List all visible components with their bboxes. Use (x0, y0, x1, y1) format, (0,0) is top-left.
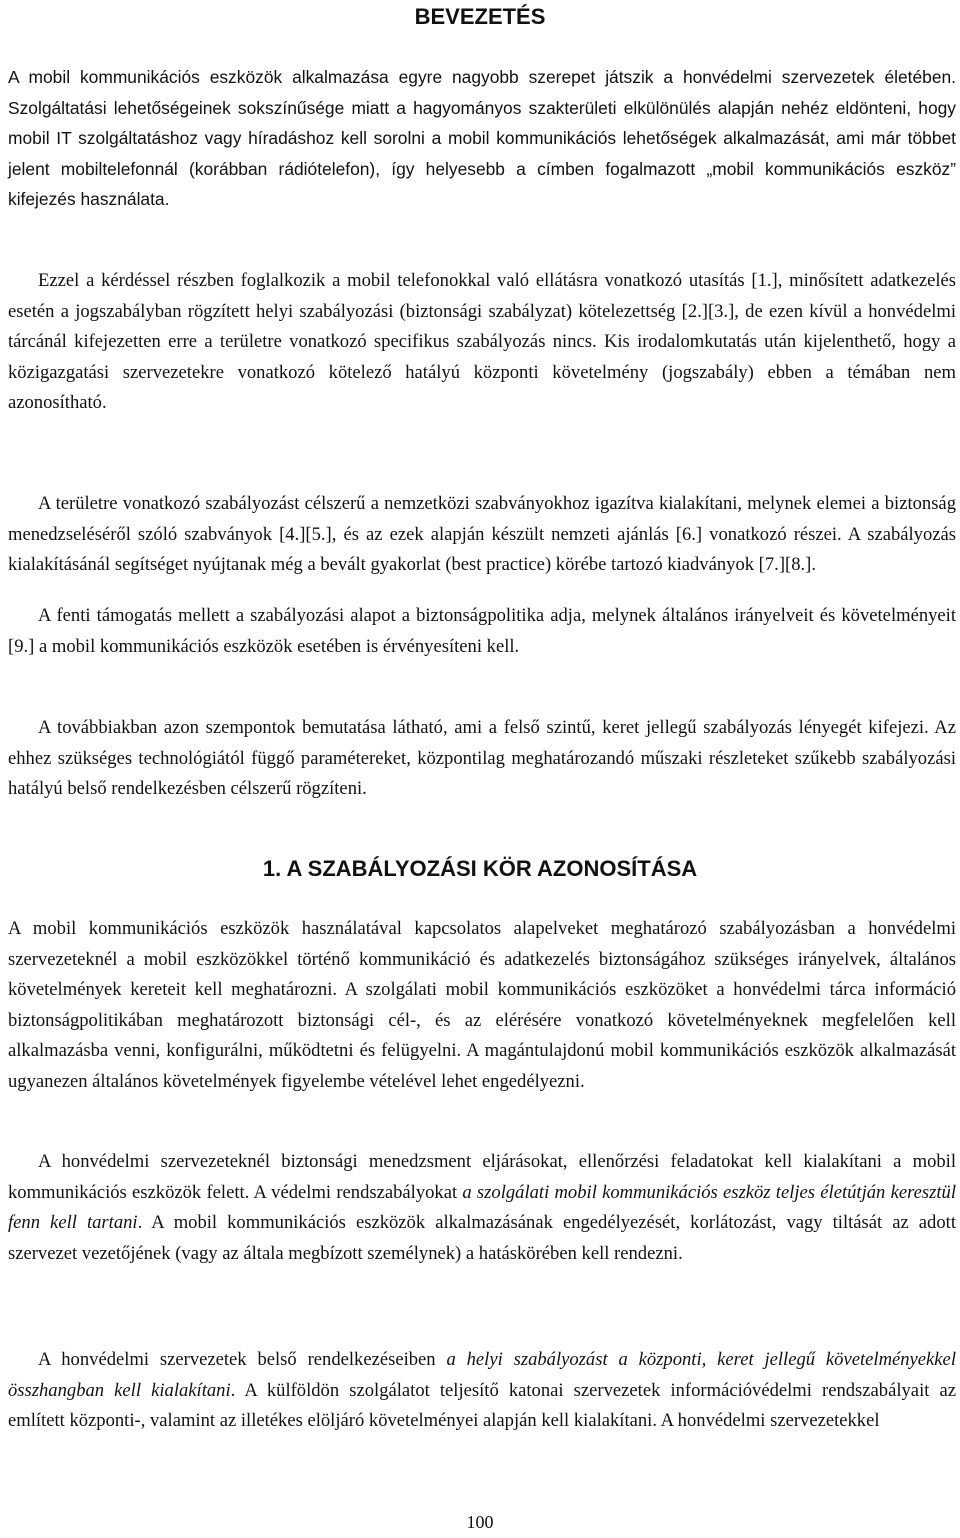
intro-paragraph-3: A területre vonatkozó szabályozást célszerű a nemzetközi szabványokhoz igazítva kialakítani, melynek elemei a biztonság menedzseléséről szóló szabványok [4.][5.], és az ezek alapján készült nemzeti ajánlás [6.] vonatkozó részei. A szabályozás kialakításánál segítséget nyújtanak még a bevált gyakorlat (best practice) körébe tartozó kiadványok [7.][8.]. (8, 493, 956, 575)
intro-heading: BEVEZETÉS (414, 4, 546, 29)
section-paragraph-3 (8, 1345, 956, 1437)
intro-paragraph-1: A mobil kommunikációs eszközök alkalmazása egyre nagyobb szerepet játszik a honvédelmi szervezetek életében. Szolgáltatási lehetőségeinek sokszínűsége miatt a hagyományos szakterületi elkülönülés alapján nehéz eldönteni, hogy mobil IT szolgáltatáshoz vagy híradáshoz kell sorolni a mobil kommunikációs lehetőségek alkalmazását, ami már többet jelent mobiltelefonnál (korábban rádiótelefon), így helyesebb a címben fogalmazott „mobil kommunikációs eszköz” kifejezés használata. (8, 67, 956, 209)
paragraph-text: A honvédelmi szervezetek belső rendelkezéseiben (38, 1349, 447, 1370)
paragraph-text: . A külföldön szolgálatot teljesítő katonai szervezetek információvédelmi rendszabályait az említett központi-, valamint az illetékes elöljáró követelményei alapján kell kialakítani. A honvédelmi szervezetekkel (8, 1379, 956, 1431)
paragraph-text: . A mobil kommunikációs eszközök alkalmazásának engedélyezését, korlátozást, vagy tiltását az adott szervezet vezetőjének (vagy az általa megbízott személynek) a hatáskörében kell rendezni. (8, 1212, 956, 1264)
intro-paragraph-4: A fenti támogatás mellett a szabályozási alapot a biztonságpolitika adja, melynek általános irányelveit és követelményeit [9.] a mobil kommunikációs eszközök esetében is érvényesíteni kell. (8, 605, 956, 657)
section-heading: 1. A SZABÁLYOZÁSI KÖR AZONOSÍTÁSA (262, 856, 698, 881)
intro-paragraph-5: A továbbiakban azon szempontok bemutatása látható, ami a felső szintű, keret jellegű szabályozás lényegét kifejezi. Az ehhez szükséges technológiától függő paramétereket, központilag meghatározandó műszaki részleteket szűkebb szabályozási hatályú belső rendelkezésben célszerű rögzíteni. (8, 717, 956, 799)
paragraph-text: A honvédelmi szervezeteknél biztonsági menedzsment eljárásokat, ellenőrzési feladatokat kell kialakítani a mobil kommunikációs eszközök felett. A védelmi rendszabályokat (8, 1151, 956, 1203)
intro-paragraph-2: Ezzel a kérdéssel részben foglalkozik a mobil telefonokkal való ellátásra vonatkozó utasítás [1.], minősített adatkezelés esetén a jogszabályban rögzített helyi szabályozási (biztonsági szabályzat) kötelezettség [2.][3.], de ezen kívül a honvédelmi tárcánál kifejezetten erre a területre vonatkozó specifikus szabályozás nincs. Kis irodalomkutatás után kijelenthető, hogy a közigazgatási szervezetekre vonatkozó kötelező hatályú központi követelmény (jogszabály) ebben a témában nem azonosítható. (8, 270, 956, 413)
italic-emphasis: a szolgálati mobil kommunikációs eszköz teljes életútján keresztül fenn kell tartani (8, 1181, 956, 1233)
section-paragraph-2 (8, 1147, 956, 1269)
italic-emphasis: a helyi szabályozást a központi, keret jellegű követelményekkel összhangban kell kialakítani (8, 1349, 956, 1401)
section-paragraph-1: A mobil kommunikációs eszközök használatával kapcsolatos alapelveket meghatározó szabályozásban a honvédelmi szervezeteknél a mobil eszközökkel történő kommunikáció és adatkezelés biztonságához szükséges irányelvek, általános követelmények kereteit kell meghatározni. A szolgálati mobil kommunikációs eszközöket a honvédelmi tárca információ biztonságpolitikában meghatározott biztonsági cél-, és az elérésére vonatkozó követelményeknek megfelelően kell alkalmazásba venni, konfigurálni, működtetni és felügyelni. A magántulajdonú mobil kommunikációs eszközök alkalmazását ugyanezen általános követelmények figyelembe vételével lehet engedélyezni. (8, 918, 956, 1092)
page-number: 100 (466, 1512, 494, 1532)
